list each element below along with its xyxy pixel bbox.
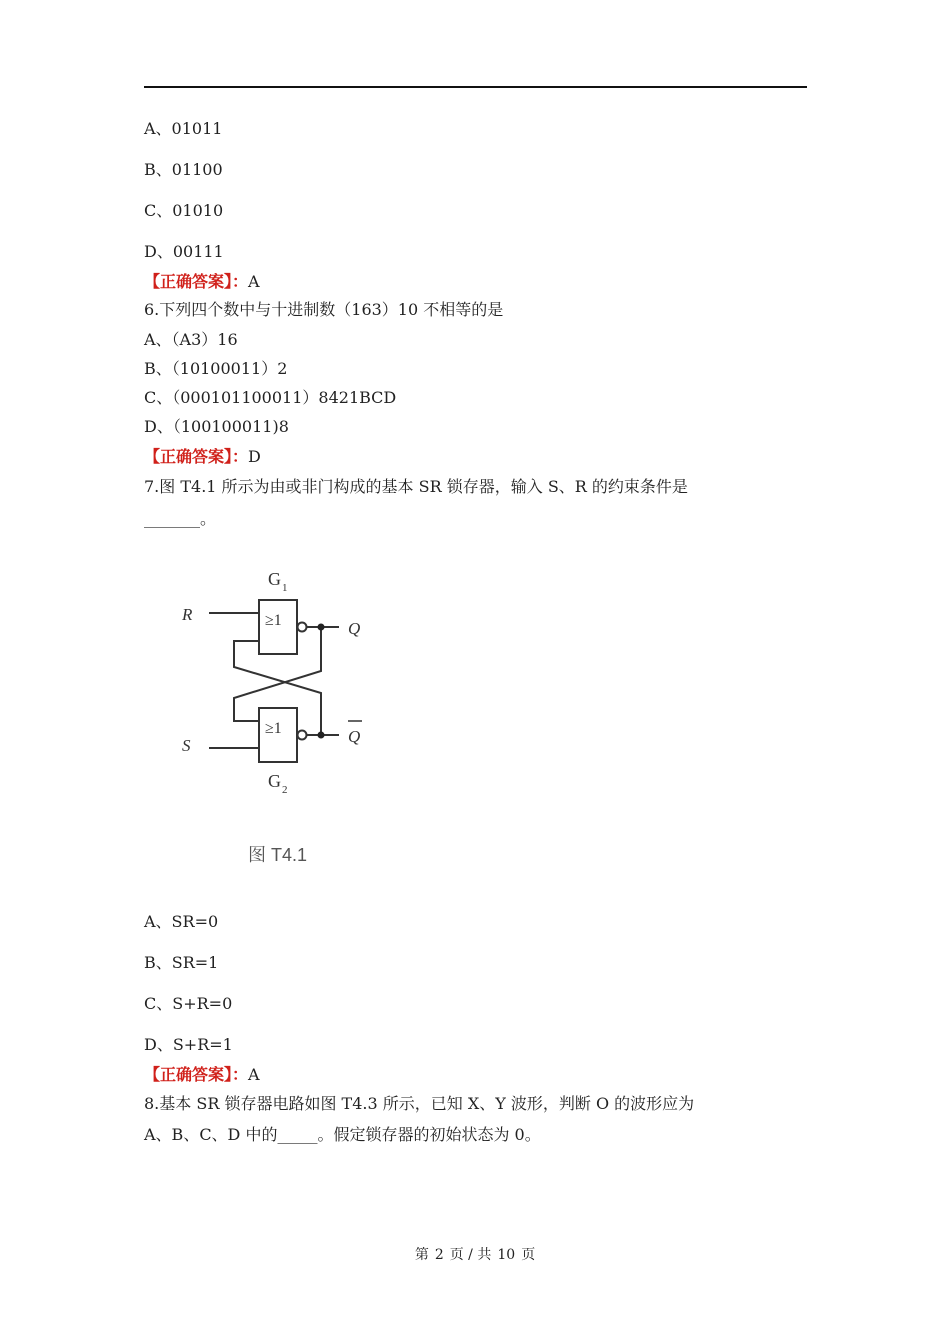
answer-value: A [248, 272, 260, 291]
q5-option-d: D、00111 [144, 242, 224, 261]
sr-latch-figure [144, 543, 364, 888]
footer-prefix: 第 [414, 1247, 429, 1263]
input-r-label: R [182, 605, 193, 624]
footer-page-number: 2 [434, 1247, 444, 1263]
q7-option-c: C、S+R=0 [144, 994, 233, 1013]
output-qbar-label: Q [348, 727, 361, 746]
output-q-label: Q [348, 619, 361, 638]
q5-option-c: C、01010 [144, 201, 224, 220]
q6-option-d: D、（100100011)8 [144, 417, 289, 436]
footer-mid: 页 / 共 [449, 1247, 492, 1263]
q6-answer [144, 447, 261, 467]
page-footer [0, 1244, 950, 1264]
answer-value: A [248, 1065, 260, 1084]
q8-question-line1: 8.基本 SR 锁存器电路如图 T4.3 所示，已知 X、Y 波形，判断 O 的波形应为 [144, 1094, 695, 1113]
g1-label: G [268, 569, 281, 589]
g2-subscript: 2 [282, 784, 288, 796]
figure-caption: 图 T4.1 [248, 845, 308, 865]
q7-option-b: B、SR=1 [144, 953, 219, 972]
q6-question: 6.下列四个数中与十进制数（163）10 不相等的是 [144, 300, 504, 319]
q7-option-a: A、SR=0 [144, 912, 219, 931]
q6-option-b: B、（10100011）2 [144, 359, 288, 378]
q5-option-b: B、01100 [144, 160, 223, 179]
junction-qbar [318, 732, 325, 739]
footer-total-pages: 10 [497, 1247, 516, 1263]
q6-option-a: A、（A3）16 [144, 330, 238, 349]
inverter-bubble-g2 [298, 731, 307, 740]
answer-label: 【正确答案】： [144, 1065, 249, 1084]
q8-question-line2: A、B、C、D 中的_____。假定锁存器的初始状态为 0。 [144, 1125, 541, 1144]
junction-q [318, 624, 325, 631]
answer-label: 【正确答案】： [144, 447, 249, 466]
gate-g1-symbol: ≥1 [265, 612, 282, 629]
q7-question-line1: 7.图 T4.1 所示为由或非门构成的基本 SR 锁存器，输入 S、R 的约束条件是 [144, 477, 688, 496]
g1-subscript: 1 [282, 582, 288, 594]
answer-label: 【正确答案】： [144, 272, 249, 291]
g2-label: G [268, 771, 281, 791]
input-s-label: S [182, 736, 191, 755]
q7-question-line2: _______。 [144, 509, 217, 528]
footer-suffix: 页 [521, 1247, 536, 1263]
gate-g2-symbol: ≥1 [265, 720, 282, 737]
inverter-bubble-g1 [298, 623, 307, 632]
q6-option-c: C、（000101100011）8421BCD [144, 388, 397, 407]
answer-value: D [248, 447, 261, 466]
q7-option-d: D、S+R=1 [144, 1035, 233, 1054]
q5-answer [144, 272, 260, 292]
q5-option-a: A、01011 [144, 119, 223, 138]
q7-answer [144, 1065, 260, 1085]
header-rule [144, 86, 807, 88]
